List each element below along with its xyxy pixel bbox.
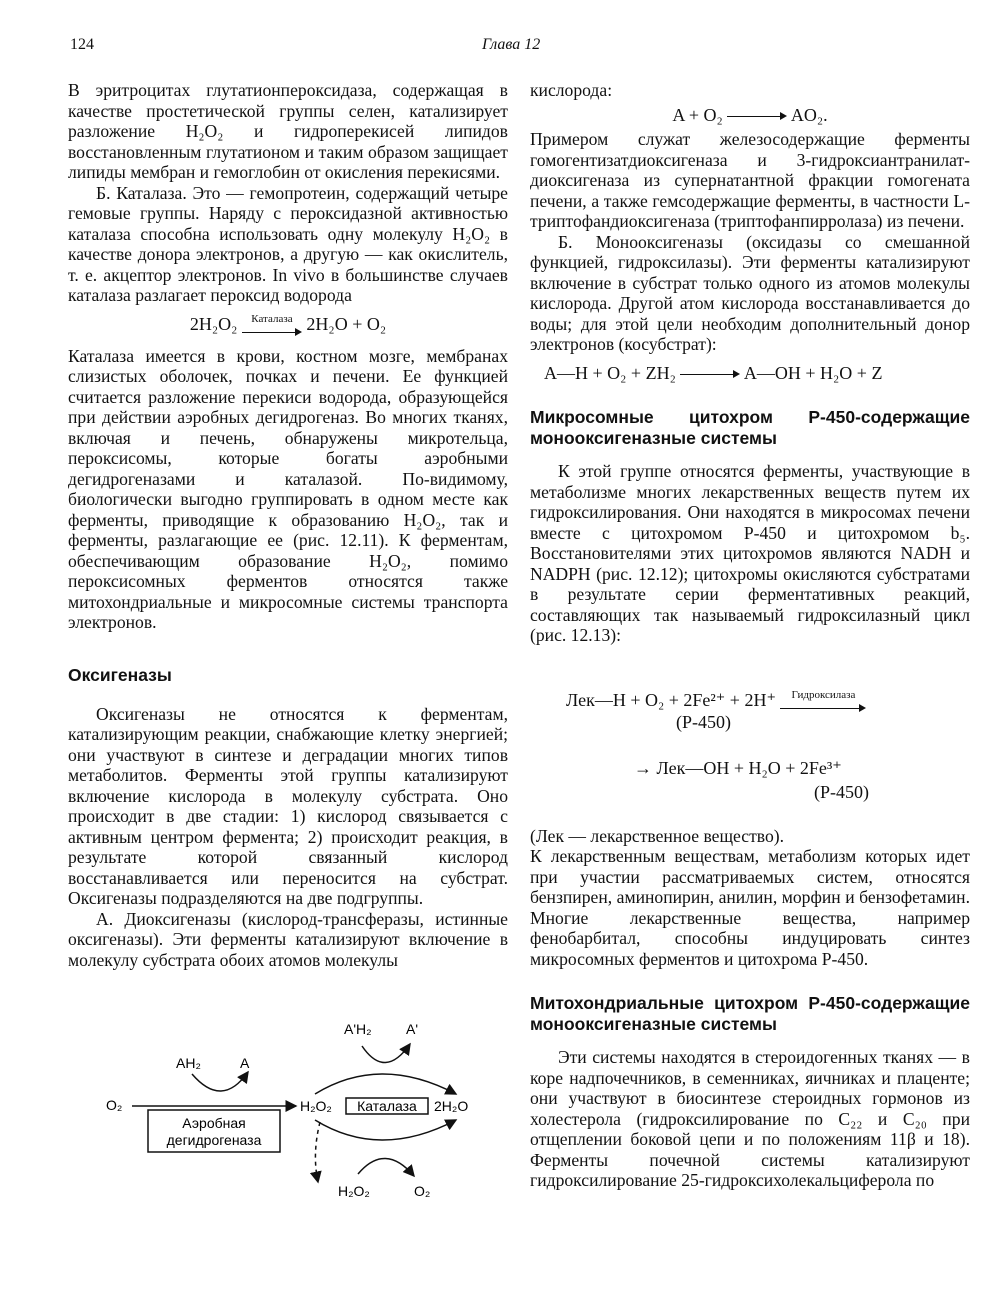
- paragraph: Каталаза имеется в крови, костном мозге, мембранах слизистых оболочек, почках и печени. Ее функцией считается разложение перекиси водорода, образующейся при действии аэробных дегидрогеназ. Во многих тканях, включая и печень, обнаружены микротельца, пероксисомы, которые богаты аэробными дегидрогеназами и каталазой. По-видимому, биологически выгодно группировать в одном месте как ферменты, приводящие к образованию H₂O₂, так и ферменты, разлагающие ее (рис. 12.11). К ферментам, обеспечивающим образование H₂O₂, помимо пероксисомных ферментов относятся также митохондриальные и микросомные системы транспорта электронов.: [68, 345, 508, 632]
- box-line2: дегидрогеназа: [166, 1132, 262, 1148]
- eq3-sub2: (P-450): [814, 781, 869, 802]
- paragraph: В эритроцитах глутатионпероксидаза, содержащая в качестве простетической группы селен, катализирует разложение H₂O₂ и гидроперекисей липидов восстановленным глутатионом и таким образом защищает липиды мембран и гемоглобин от окисления перекисями.: [68, 80, 508, 182]
- ah2-to-a-arrow: [192, 1072, 248, 1091]
- paragraph: кислорода:: [530, 80, 613, 100]
- section-heading: Оксигеназы: [68, 664, 172, 685]
- o2-label: O₂: [106, 1097, 123, 1113]
- ah-to-aprime-arrow: [362, 1044, 410, 1063]
- paragraph: Примером служат железосодержащие ферменты гомогентизатдиоксигеназа и 3-гидроксиантранилат-диоксигеназа из супернатантной фракции гомогената печени, а также гемсодержащие ферменты, в частности L-триптофандиоксигеназа (триптофанпирролаза) из печени.: [530, 129, 970, 231]
- lower-arc-arrow: [315, 1120, 456, 1140]
- h2o2-bottom-label: H₂O₂: [338, 1183, 370, 1199]
- a-prime-label: A': [406, 1021, 419, 1037]
- catalase-diagram: [100, 1014, 500, 1214]
- h2o2-label: H₂O₂: [300, 1098, 332, 1114]
- eq1-right: AO₂.: [790, 104, 828, 125]
- dioxygenase-equation: [530, 105, 970, 126]
- o2-bottom-label: O₂: [414, 1183, 431, 1199]
- eq3-sub1: (P-450): [676, 711, 731, 732]
- left-column: [68, 80, 508, 970]
- arrow-icon: [727, 110, 787, 122]
- hydroxylase-equation: [530, 690, 970, 810]
- eq-left: 2H₂O₂: [189, 313, 238, 334]
- eq3-line1: [566, 690, 866, 714]
- diagram-svg: [100, 1014, 500, 1214]
- upper-arc-arrow: [315, 1074, 456, 1094]
- section-heading: Микросомные цитохром P-450-содержащие монооксигеназные системы: [530, 407, 970, 448]
- paragraph: Оксигеназы не относятся к ферментам, катализирующим реакции, снабжающие клетку энергией; они участвуют в синтезе и деградации многих типов метаболитов. Ферменты этой группы катализируют включение кислорода в молекулу субстрата. Оно происходит в две стадии: 1) кислород связывается с активным центром фермента; 2) происходит реакция, в результате которой связанный кислород восстанавливается или переносится на субстрат. Оксигеназы подразделяются на две подгруппы.: [68, 703, 508, 908]
- paragraph: (Лек — лекарственное вещество).: [530, 825, 785, 846]
- page-number: 124: [70, 36, 94, 53]
- eq2-right: A—OH + H₂O + Z: [743, 362, 883, 383]
- ah2-prime-label: A'H₂: [344, 1021, 372, 1037]
- arrow-icon: [680, 368, 740, 380]
- paragraph: Б. Монооксигеназы (оксидазы со смешанной функцией, гидроксилазы). Эти ферменты катализируют включение в субстрат только одного из атомов молекулы кислорода. Другой атом кислорода восстанавливается до воды; для этой цели необходим дополнительный донор электронов (косубстрат):: [530, 231, 970, 354]
- eq-arrow-label: Каталаза: [251, 312, 293, 325]
- catalase-label: Каталаза: [357, 1098, 417, 1114]
- dashed-arrow: [315, 1122, 320, 1182]
- eq-arrow: [242, 314, 302, 338]
- ah2-label: AH₂: [176, 1055, 201, 1071]
- paragraph: К этой группе относятся ферменты, участвующие в метаболизме многих лекарственных веществ путем их гидроксилирования. Они находятся в микросомах печени вместе с цитохромом P-450 и цитохромом b₅. Восстановителями этих цитохромов являются NADH и NADPH (рис. 12.12); цитохромы окисляются субстратами в результате серии ферментативных реакций, составляющих так называемый гидроксилазный цикл (рис. 12.13):: [530, 461, 970, 645]
- catalase-equation: [68, 314, 508, 338]
- eq3-arrow: [780, 690, 866, 714]
- eq3-line2: → Лек—OH + H₂O + 2Fe³⁺: [634, 757, 842, 778]
- h2o-label: 2H₂O: [434, 1098, 469, 1114]
- eq-right: 2H₂O + O₂: [306, 313, 387, 334]
- eq3-arrow-label: Гидроксилаза: [791, 688, 856, 701]
- paragraph: К лекарственным веществам, метаболизм которых идет при участии рассматриваемых систем, относятся бензпирен, аминопирин, анилин, морфин и бензофетамин. Многие лекарственные вещества, например фенобарбитал, способны индуцировать синтез микросомных ферментов и цитохрома P-450.: [530, 846, 970, 969]
- box-line1: Аэробная: [182, 1115, 246, 1131]
- eq1-left: A + O₂: [672, 104, 723, 125]
- arrow-icon: [780, 702, 866, 714]
- eq2-left: A—H + O₂ + ZH₂: [544, 362, 676, 383]
- paragraph: Эти системы находятся в стероидогенных тканях — в коре надпочечников, в семенниках, яичниках и плаценте; они участвуют в биосинтезе стероидных гормонов из холестерола (гидроксилирование по C₂₂ и C₂₀ при отщеплении боковой цепи и по положениям 11β и 18). Ферменты почечной системы катализируют гидроксилирование 25-гидроксихолекальциферола по: [530, 1047, 970, 1190]
- right-column: [530, 80, 970, 1191]
- chapter-title: Глава 12: [482, 36, 541, 53]
- paragraph: Б. Каталаза. Это — гемопротеин, содержащий четыре гемовые группы. Наряду с пероксидазной активностью каталаза способна использовать одну молекулу H₂O₂ в качестве донора электронов, а другую — как окислитель, т. е. акцептор электронов. In vivo в большинстве случаев каталаза разлагает пероксид водорода: [68, 182, 508, 305]
- arrow-icon: [242, 326, 302, 338]
- paragraph: А. Диоксигеназы (кислород-трансферазы, истинные оксигеназы). Эти ферменты катализируют включение в молекулу субстрата обоих атомов молекулы: [68, 908, 508, 970]
- h2o2-to-o2-arrow: [358, 1158, 414, 1176]
- eq3-line1-text: Лек—H + O₂ + 2Fe²⁺ + 2H⁺: [566, 689, 776, 710]
- monooxygenase-equation: [530, 363, 970, 384]
- section-heading: Митохондриальные цитохром P-450-содержащие монооксигеназные системы: [530, 993, 970, 1034]
- a-label: A: [240, 1055, 250, 1071]
